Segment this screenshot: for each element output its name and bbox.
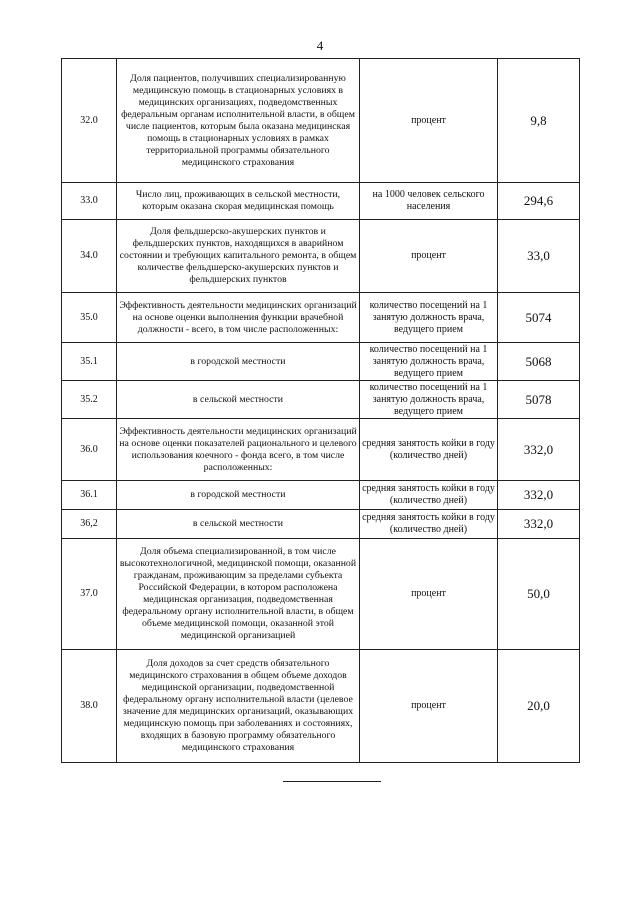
unit-of-measure: процент — [360, 220, 498, 293]
indicator-value: 9,8 — [498, 59, 580, 183]
indicator-value: 50,0 — [498, 539, 580, 650]
row-number: 35.2 — [62, 381, 117, 419]
indicator-name: Доля пациентов, получивших специализированную медицинскую помощь в стационарных условиях в медицинских организациях, подведомственных федеральным органам исполнительной власти, в общем числе пациентов, которым была оказана медицинская помощь в стационарных условиях в рамках территориальной программы обязательного медицинского страхования — [117, 59, 360, 183]
indicator-name: Доля объема специализированной, в том числе высокотехнологичной, медицинской помощи, оказанной гражданам, проживающим за пределами субъекта Российской Федерации, в котором расположена медицинская организация, подведомственная федеральному органу исполнительной власти, в общем объеме медицинской помощи, оказанной этой медицинской организацией — [117, 539, 360, 650]
indicator-name: Эффективность деятельности медицинских организаций на основе оценки выполнения функции врачебной должности - всего, в том числе расположенных: — [117, 293, 360, 343]
row-number: 38.0 — [62, 650, 117, 763]
row-number: 32.0 — [62, 59, 117, 183]
unit-of-measure: количество посещений на 1 занятую должность врача, ведущего прием — [360, 343, 498, 381]
indicator-value: 332,0 — [498, 419, 580, 481]
row-number: 36,2 — [62, 510, 117, 539]
indicator-name: Число лиц, проживающих в сельской местности, которым оказана скорая медицинская помощь — [117, 183, 360, 220]
unit-of-measure: количество посещений на 1 занятую должность врача, ведущего прием — [360, 381, 498, 419]
row-number: 36.1 — [62, 481, 117, 510]
indicator-name: в городской местности — [117, 481, 360, 510]
row-number: 37.0 — [62, 539, 117, 650]
unit-of-measure: процент — [360, 650, 498, 763]
row-number: 34.0 — [62, 220, 117, 293]
table-row — [62, 481, 580, 510]
table-row — [62, 343, 580, 381]
footnote-separator — [283, 781, 381, 782]
unit-of-measure: средняя занятость койки в году (количество дней) — [360, 510, 498, 539]
table-row — [62, 183, 580, 220]
unit-of-measure: процент — [360, 59, 498, 183]
indicator-value: 332,0 — [498, 481, 580, 510]
indicator-value: 20,0 — [498, 650, 580, 763]
indicator-value: 5074 — [498, 293, 580, 343]
indicator-name: в сельской местности — [117, 381, 360, 419]
table-row — [62, 59, 580, 183]
indicator-name: в городской местности — [117, 343, 360, 381]
table-row — [62, 220, 580, 293]
indicator-value: 5068 — [498, 343, 580, 381]
unit-of-measure: количество посещений на 1 занятую должность врача, ведущего прием — [360, 293, 498, 343]
row-number: 35.1 — [62, 343, 117, 381]
indicator-name: Эффективность деятельности медицинских организаций на основе оценки показателей рационального и целевого использования коечного - фонда всего, в том числе расположенных: — [117, 419, 360, 481]
indicator-value: 332,0 — [498, 510, 580, 539]
table-row — [62, 510, 580, 539]
table-row — [62, 293, 580, 343]
indicator-name: Доля доходов за счет средств обязательного медицинского страхования в общем объеме доходов медицинской организации, подведомственной федеральному органу исполнительной власти (целевое значение для медицинских организаций, оказывающих медицинскую помощь при заболеваниях и состояниях, входящих в базовую программу обязательного медицинского страхования — [117, 650, 360, 763]
row-number: 35.0 — [62, 293, 117, 343]
table-row — [62, 539, 580, 650]
indicator-value: 294,6 — [498, 183, 580, 220]
indicator-value: 33,0 — [498, 220, 580, 293]
table-row — [62, 650, 580, 763]
indicator-value: 5078 — [498, 381, 580, 419]
unit-of-measure: процент — [360, 539, 498, 650]
page-number: 4 — [316, 38, 324, 53]
row-number: 33.0 — [62, 183, 117, 220]
indicator-name: Доля фельдшерско-акушерских пунктов и фельдшерских пунктов, находящихся в аварийном состоянии и требующих капитального ремонта, в общем количестве фельдшерско-акушерских пунктов и фельдшерских пунктов — [117, 220, 360, 293]
indicator-name: в сельской местности — [117, 510, 360, 539]
row-number: 36.0 — [62, 419, 117, 481]
unit-of-measure: средняя занятость койки в году (количество дней) — [360, 419, 498, 481]
unit-of-measure: средняя занятость койки в году (количество дней) — [360, 481, 498, 510]
table-row — [62, 419, 580, 481]
indicators-table — [61, 58, 580, 763]
table-row — [62, 381, 580, 419]
unit-of-measure: на 1000 человек сельского населения — [360, 183, 498, 220]
